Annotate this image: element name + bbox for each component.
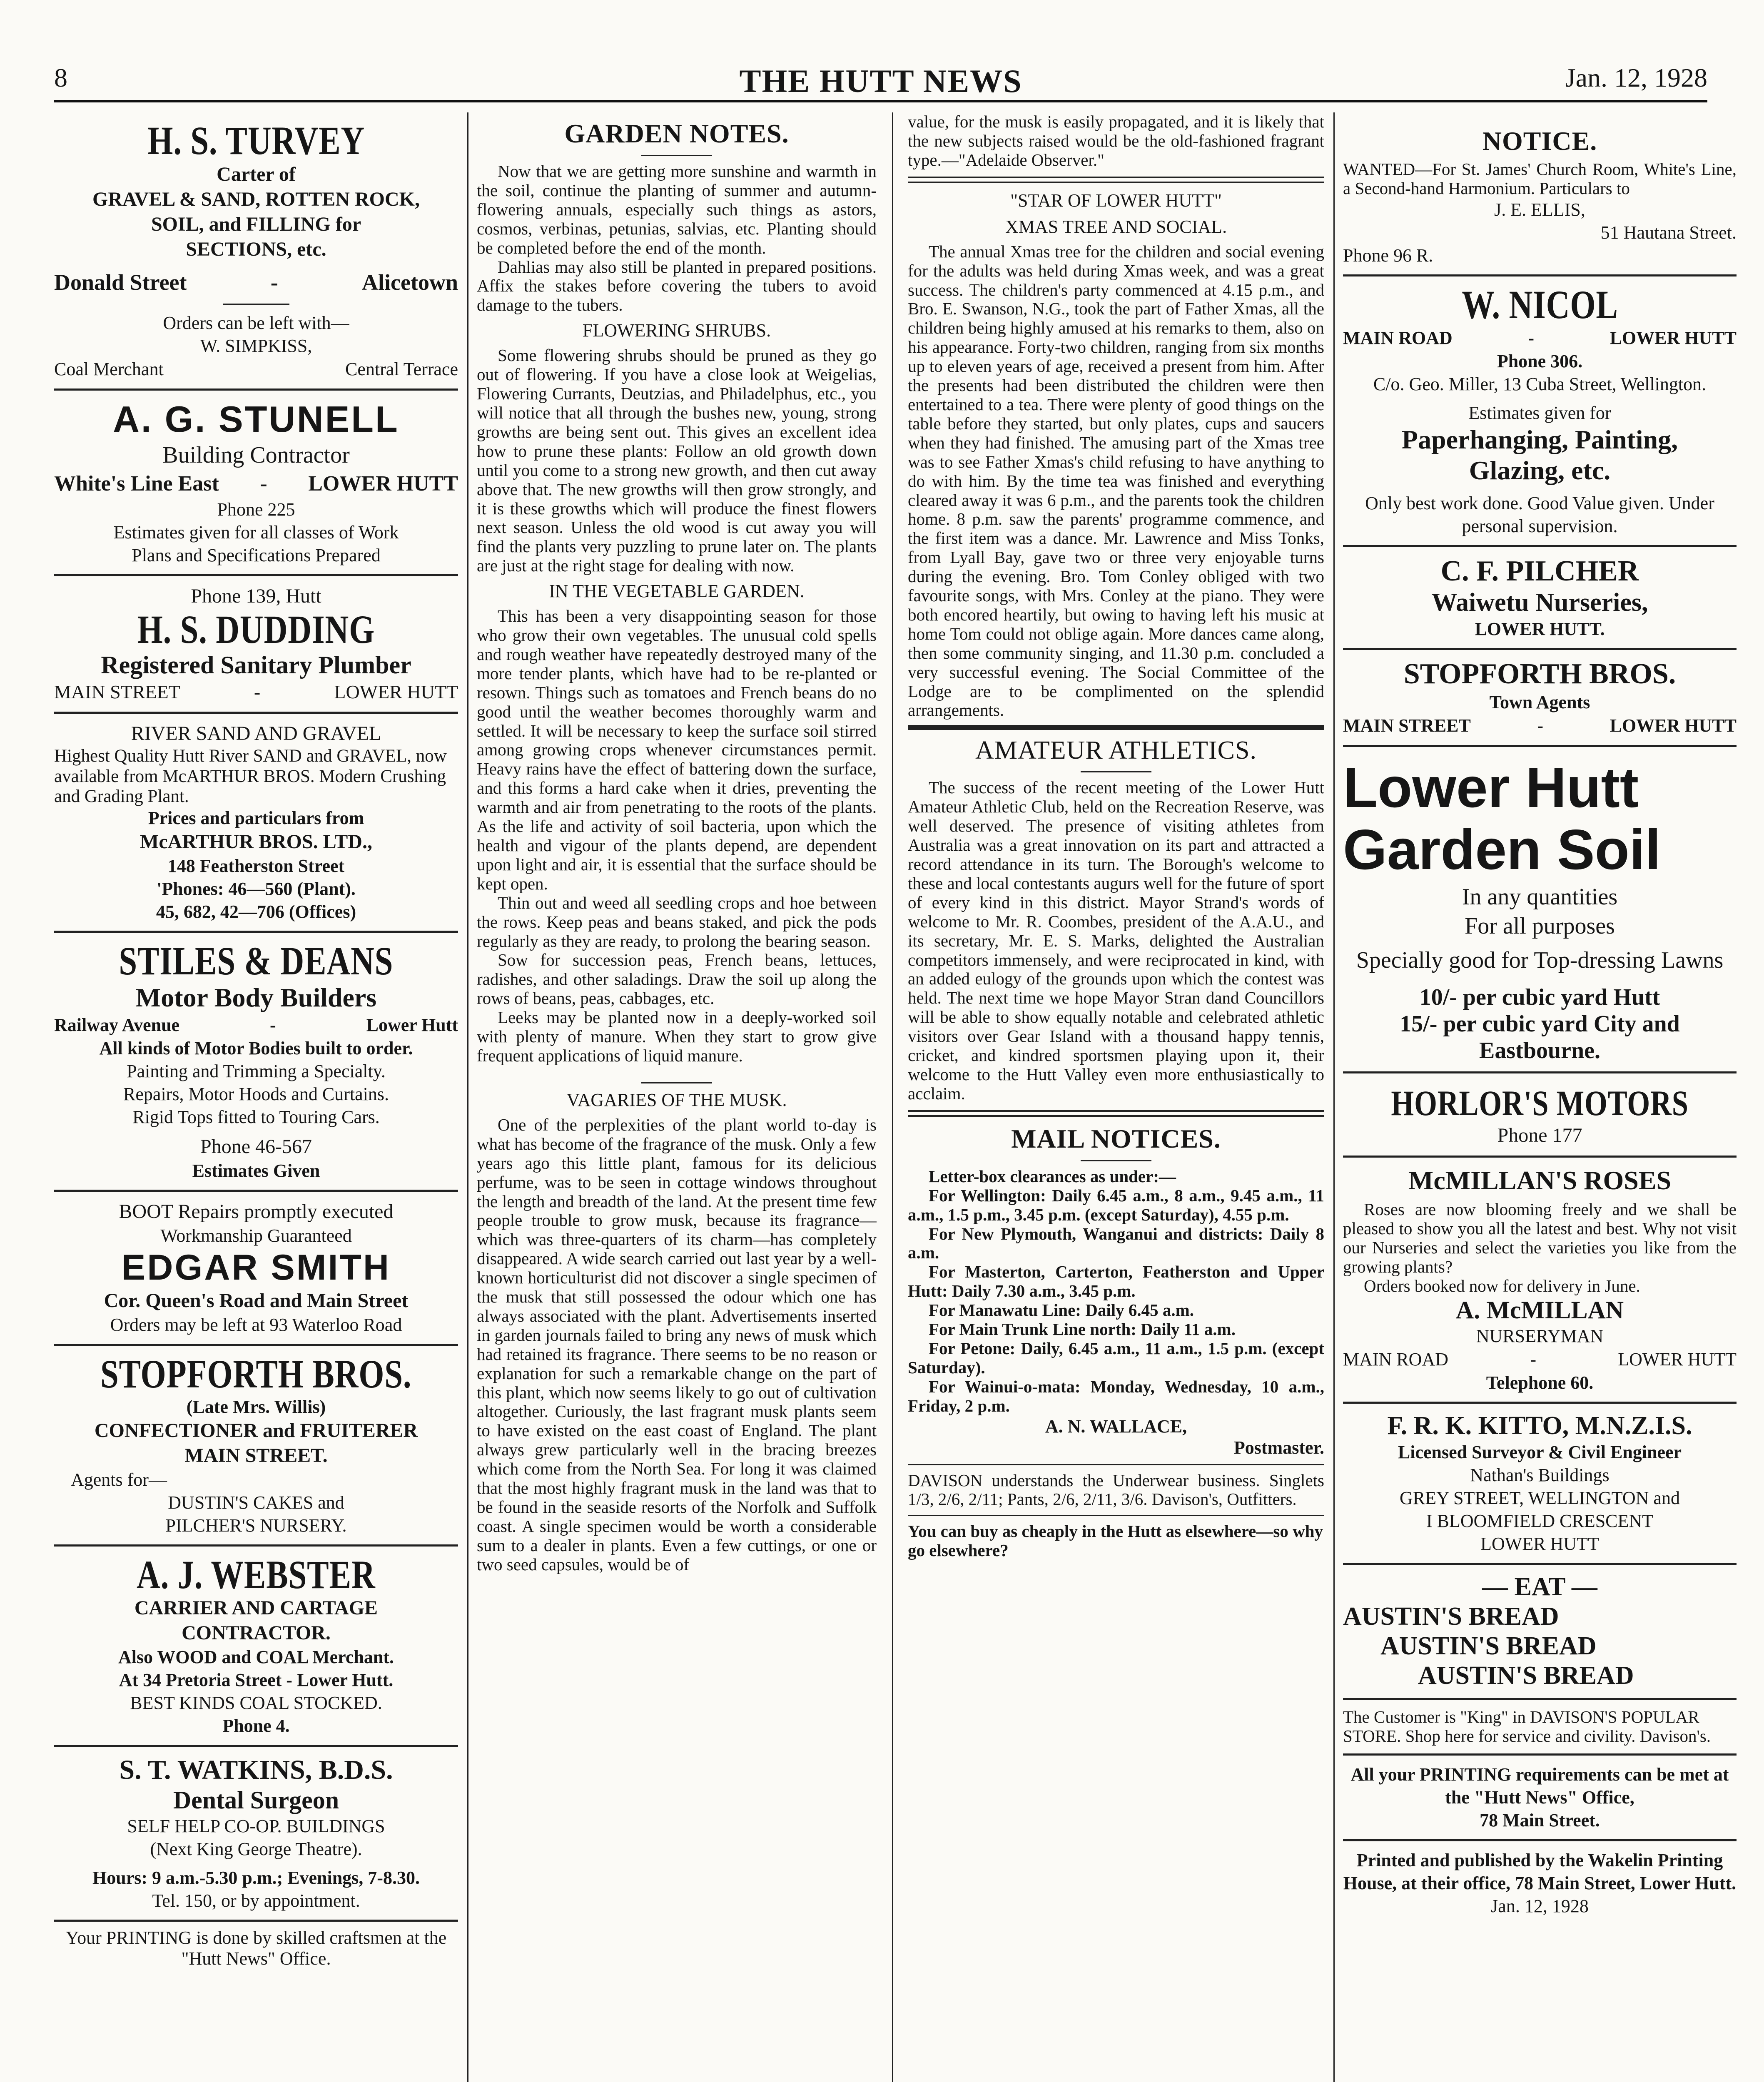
ad-line: All kinds of Motor Bodies built to order. xyxy=(99,1038,413,1058)
ad-line: MAIN STREET. xyxy=(184,1444,328,1467)
ad-body: The Customer is "King" in DAVISON'S POPULAR STORE. Shop here for service and civility. Davison's. xyxy=(1343,1707,1711,1746)
dudding-ad xyxy=(54,576,458,714)
paragraph: Some flowering shrubs should be pruned as they go out of flowering. If you have a close look at Weigelias, Flowering Currants, Deutzias, and Philadelphus, etc., you will notice that all through the bushes new, young, strong growths are being sent out. This gives an excellent idea how to prune these plants: Follow an old growth down until you come to a strong new growth, and then cut away above that. The new growths will then grow strongly, and it is these growths which will produce the finest flowers next season. Unless the old wood is cut away you will find the plants very puzzling to prune later on. The plants are just at the right stage for dealing with now. xyxy=(477,346,877,575)
river-sand-ad xyxy=(54,714,458,932)
garden-soil-ad xyxy=(1343,747,1737,1073)
paragraph: Sow for succession peas, French beans, lettuces, radishes, and other saladings. Draw the soil up along the rows of beans, peas, cabbages, etc. xyxy=(477,950,877,1008)
ad-line: Phone 4. xyxy=(222,1716,290,1736)
ad-line: Waiwetu Nurseries, xyxy=(1431,588,1648,617)
ad-line: Estimates Given xyxy=(192,1160,320,1181)
subheading: IN THE VEGETABLE GARDEN. xyxy=(549,581,805,602)
ad-name: STOPFORTH BROS. xyxy=(1403,657,1676,690)
ad-line: NURSERYMAN xyxy=(1476,1325,1604,1346)
ad-line: Dental Surgeon xyxy=(173,1786,339,1814)
double-rule xyxy=(908,177,1324,183)
town: LOWER HUTT xyxy=(1610,715,1737,736)
ad-line: C/o. Geo. Miller, 13 Cuba Street, Wellington. xyxy=(1373,374,1707,394)
column-3 xyxy=(908,112,1324,2082)
ad-line: SECTIONS, etc. xyxy=(186,238,326,260)
ad-line: — EAT — xyxy=(1482,1572,1597,1601)
paragraph: Orders booked now for delivery in June. xyxy=(1364,1276,1640,1295)
paragraph: For Masterton, Carterton, Featherston and Upper Hutt: Daily 7.30 a.m., 3.45 p.m. xyxy=(908,1262,1324,1301)
street: MAIN ROAD xyxy=(1343,327,1453,348)
street: MAIN STREET xyxy=(54,681,180,702)
ad-line: Only best work done. Good Value given. Under personal supervision. xyxy=(1365,493,1714,536)
ad-address xyxy=(54,680,458,705)
ad-line: For all purposes xyxy=(1465,913,1615,939)
paragraph: This has been a very disappointing season for those who grow their own vegetables. The unusual cold spells and rough weather have repeatedly destroyed many of the more tender plants, which have had to be re-planted or resown. Things such as tomatoes and French beans do no good until the weather becomes thoroughly warm and settled. It will be necessary to keep the surface soil stirred among growing crops whenever circumstances permit. Heavy rains have the effect of battering down the surface, and this forms a hard cake when it dries, preventing the warmth and air from penetrating to the roots of the plants. As the life and activity of soil bacteria, upon which the health and vigour of the plants depend, are dependent upon light and air, it is essential that the surface should be kept open. xyxy=(477,606,877,893)
ad-line: W. SIMPKISS, xyxy=(200,335,312,356)
ad-name: F. R. K. KITTO, M.N.Z.I.S. xyxy=(1387,1411,1692,1440)
ad-line: Hours: 9 a.m.-5.30 p.m.; Evenings, 7-8.30. xyxy=(92,1868,420,1888)
ad-agent xyxy=(54,357,458,381)
ad-line: All your PRINTING requirements can be met at the "Hutt News" Office, xyxy=(1350,1764,1729,1808)
agent-trade: Coal Merchant xyxy=(54,359,164,379)
ad-line: Painting and Trimming a Specialty. xyxy=(127,1061,386,1081)
ad-line: LOWER HUTT xyxy=(1480,1533,1599,1554)
star-lodge-subtitle: XMAS TREE AND SOCIAL. xyxy=(1005,216,1227,237)
ad-line: GREY STREET, WELLINGTON and xyxy=(1400,1487,1680,1508)
paragraph: Now that we are getting more sunshine and warmth in the soil, continue the planting of summer and autumn-flowering annuals, especially such things as astors, cosmos, verbinas, petunias, salvias, etc. Planting should be completed before the end of the month. xyxy=(477,162,877,257)
ad-line: Licensed Surveyor & Civil Engineer xyxy=(1398,1442,1682,1462)
ad-line: McARTHUR BROS. LTD., xyxy=(140,830,372,853)
ad-line: Estimates given for xyxy=(1468,402,1611,423)
paragraph: Letter-box clearances as under:— xyxy=(929,1166,1176,1186)
horlor-ad xyxy=(1343,1073,1737,1158)
ad-name: A. J. WEBSTER xyxy=(137,1552,376,1597)
ad-line: I BLOOMFIELD CRESCENT xyxy=(1426,1510,1654,1531)
ad-address xyxy=(1343,714,1737,737)
signature-name: A. N. WALLACE, xyxy=(1045,1416,1187,1437)
town: LOWER HUTT xyxy=(308,472,458,496)
ad-address xyxy=(54,268,458,297)
ad-line: Estimates given for all classes of Work xyxy=(113,522,399,543)
imprint-date: Jan. 12, 1928 xyxy=(1491,1895,1589,1916)
masthead-rule xyxy=(54,100,1707,102)
ad-line: In any quantities xyxy=(1462,884,1618,910)
ad-line: BOOT Repairs promptly executed xyxy=(119,1200,394,1223)
watkins-ad xyxy=(54,1747,458,1922)
ad-line: Building Contractor xyxy=(162,442,350,468)
subheading: FLOWERING SHRUBS. xyxy=(582,320,771,341)
ad-line: 78 Main Street. xyxy=(1480,1810,1600,1830)
column-divider xyxy=(1333,112,1335,2082)
ad-line: A. McMILLAN xyxy=(1455,1296,1624,1324)
ad-line: CARRIER AND CARTAGE xyxy=(134,1597,378,1619)
ad-line: Cor. Queen's Road and Main Street xyxy=(104,1289,409,1312)
printing-ad xyxy=(1343,1756,1737,1841)
column-1 xyxy=(54,112,458,2082)
ad-line: Paperhanging, Painting, xyxy=(1401,424,1678,454)
ad-line: Town Agents xyxy=(1489,692,1590,712)
ad-headline: Lower Hutt xyxy=(1343,755,1639,819)
mcmillan-roses-ad xyxy=(1343,1158,1737,1404)
ad-name: STOPFORTH BROS. xyxy=(100,1351,412,1396)
paragraph: The annual Xmas tree for the children and social evening for the adults was held during Xmas week, and was a great success. The children's party commenced at 4.15 p.m., and Bro. E. Swanson, N.G., took the part of Father Xmas, all the children being highly amused at his remarks to them, also on his appearance. Forty-two children, ranging from six months up to eleven years of age, received a present from him. After the presents had been distributed the children were then entertained to a tea. There were plenty of good things on the table before they started, but only plates, cups and saucers when they had finished. The amusing part of the Xmas tree was to see Father Xmas's child refusing to have anything to do with him. By the time tea was finished and everything cleared away it was 6 p.m., and the parents took the children home. 8 p.m. saw the parents' programme commence, and the first item was a dance. Mr. Lawrence and Miss Tonks, from Lyall Bay, gave two or three very enjoyable turns during the evening. Bro. Tom Conley obliged with two favourite songs, with Mrs. Conley at the piano. They were both encored heartily, but owing to having left his music at home Tom could not oblige again. More dances came along, then some community singing, and 11.30 p.m. concluded a very successful evening. The Social Committee of the Lodge are to be complimented on the splendid arrangements. xyxy=(908,242,1324,720)
austins-bread-ad xyxy=(1343,1565,1737,1700)
ad-name: AUSTIN'S BREAD xyxy=(1380,1631,1597,1660)
paragraph: For Petone: Daily, 6.45 a.m., 11 a.m., 1.5 p.m. (except Saturday). xyxy=(908,1338,1324,1377)
column-2 xyxy=(477,112,877,2082)
ad-line: Orders may be left at 93 Waterloo Road xyxy=(110,1314,402,1335)
ad-line: Specially good for Top-dressing Lawns xyxy=(1356,947,1724,974)
paragraph: Roses are now blooming freely and we shall be pleased to show you all the latest and best. Why not visit our Nurseries and select the varieties you like from the growing plants? xyxy=(1343,1200,1737,1276)
pilcher-ad xyxy=(1343,547,1737,650)
ad-line: BEST KINDS COAL STOCKED. xyxy=(130,1693,382,1713)
ad-line: Phone 177 xyxy=(1497,1124,1582,1147)
ad-name: EDGAR SMITH xyxy=(122,1247,391,1288)
kitto-ad xyxy=(1343,1404,1737,1565)
paragraph: Thin out and weed all seedling crops and hoe between the rows. Keep peas and beans staked, and pick the pods regularly as they are ready, to prolong the bearing season. xyxy=(477,893,877,951)
garden-notes-title: GARDEN NOTES. xyxy=(564,119,789,148)
paragraph: One of the perplexities of the plant world to-day is what has become of the fragrance of the musk. Only a few years ago this little plant, famous for its delicious perfume, was to be seen in cottage windows throughout the length and breadth of the land. At the present time few people trouble to grow musk, because its fragrance—which was three-quarters of its charm—has completely disappeared. A wide search carried out last year by a well-known horticulturist did not discover a single specimen of the musk that still possessed the odour which one has always associated with the plant. Advertisements inserted in garden journals failed to bring any news of musk which had retained its fragrance. There seems to be no reason or explanation for such a remarkable change on the part of this plant, which now seems likely to go out of cultivation altogether. Curiously, the last fragrant musk plants seem to have existed on the east coast of England. The plant always grew particularly well in the bracing breezes which come from the North Sea. For long it was claimed that the most highly fragrant musk in the land was that to be found in the seaside resorts of the Norfolk and Suffolk coast. A single specimen would be worth a considerable sum to a dealer in plants. Even a few cuttings, or one or two seed capsules, would be of xyxy=(477,1115,877,1574)
ad-name: A. G. STUNELL xyxy=(113,398,399,440)
ad-price: 10/- per cubic yard Hutt xyxy=(1419,984,1660,1011)
ad-name: McMILLAN'S ROSES xyxy=(1408,1166,1672,1195)
paragraph: For Wellington: Daily 6.45 a.m., 8 a.m., 9.45 a.m., 11 a.m., 1.5 p.m., 3.45 p.m. (except Saturday), 4.55 p.m. xyxy=(908,1185,1324,1224)
dash: - xyxy=(1528,327,1535,348)
ad-line: 51 Hautana Street. xyxy=(1600,222,1737,243)
dash: - xyxy=(254,681,261,702)
turvey-ad xyxy=(54,112,458,391)
ad-line: SOIL, and FILLING for xyxy=(151,213,361,235)
nicol-ad xyxy=(1343,276,1737,547)
davison-king-ad xyxy=(1343,1700,1737,1756)
signature-title: Postmaster. xyxy=(1233,1437,1324,1458)
column-divider xyxy=(892,112,893,2082)
ad-line: Prices and particulars from xyxy=(148,807,364,828)
ad-name: H. S. TURVEY xyxy=(147,118,365,163)
newspaper-title: THE HUTT NEWS xyxy=(739,63,1022,99)
stopforth-confectioner-ad xyxy=(54,1346,458,1547)
ad-line: Phone 96 R. xyxy=(1343,245,1433,266)
garden-notes-body xyxy=(477,162,877,315)
printing-notice: Your PRINTING is done by skilled craftsmen at the "Hutt News" Office. xyxy=(65,1928,447,1969)
ad-line: Phone 225 xyxy=(217,499,295,520)
ad-name: HORLOR'S MOTORS xyxy=(1391,1083,1689,1123)
paragraph: Dahlias may also still be planted in prepared positions. Affix the stakes before covering the tubers to avoid damage to the tubers. xyxy=(477,257,877,315)
webster-ad xyxy=(54,1547,458,1747)
dash: - xyxy=(1537,715,1544,736)
ad-line: Agents for— xyxy=(71,1469,167,1490)
paragraph: For Manawatu Line: Daily 6.45 a.m. xyxy=(929,1300,1194,1320)
ad-line: CONFECTIONER and FRUITERER xyxy=(94,1419,418,1442)
dash: - xyxy=(260,472,267,496)
stiles-deans-ad xyxy=(54,933,458,1192)
ad-line: J. E. ELLIS, xyxy=(1494,199,1585,220)
town: LOWER HUTT xyxy=(1618,1349,1737,1370)
ad-body: Highest Quality Hutt River SAND and GRAVEL, now available from McARTHUR BROS. Modern Crushing and Grading Plant. xyxy=(54,746,447,806)
shop-local-notice: You can buy as cheaply in the Hutt as elsewhere—so why go elsewhere? xyxy=(908,1522,1323,1560)
ad-line: Registered Sanitary Plumber xyxy=(101,651,411,679)
imprint xyxy=(1343,1841,1737,1925)
notice-title: NOTICE. xyxy=(1482,126,1597,156)
musk-continuation: value, for the musk is easily propagated, and it is likely that the new subjects raised would be the old-fashioned fragrant type.—"Adelaide Observer." xyxy=(908,112,1324,169)
ad-line: Telephone 60. xyxy=(1486,1372,1594,1393)
ad-line: Repairs, Motor Hoods and Curtains. xyxy=(123,1083,389,1104)
ad-line: PILCHER'S NURSERY. xyxy=(165,1515,347,1536)
column-4 xyxy=(1343,112,1737,2082)
edgar-smith-ad xyxy=(54,1192,458,1346)
ad-line: LOWER HUTT. xyxy=(1475,618,1605,639)
ad-line: (Late Mrs. Willis) xyxy=(186,1396,326,1417)
ad-name: AUSTIN'S BREAD xyxy=(1343,1602,1559,1631)
ad-line: Also WOOD and COAL Merchant. xyxy=(118,1647,394,1668)
ad-line: Glazing, etc. xyxy=(1469,455,1611,485)
ad-line: 45, 682, 42—706 (Offices) xyxy=(156,901,356,922)
paragraph: For Main Trunk Line north: Daily 11 a.m. xyxy=(929,1320,1236,1339)
street: White's Line East xyxy=(54,472,219,496)
ad-line: Orders can be left with— xyxy=(163,312,349,333)
ad-name: STILES & DEANS xyxy=(119,938,394,983)
separator xyxy=(1081,771,1151,772)
ad-name: H. S. DUDDING xyxy=(137,607,375,652)
street: MAIN ROAD xyxy=(1343,1349,1448,1370)
town: LOWER HUTT xyxy=(334,681,458,702)
notice-body: WANTED—For St. James' Church Room, White's Line, a Second-hand Harmonium. Particulars to xyxy=(1343,159,1737,198)
ad-line: 148 Featherston Street xyxy=(167,855,345,876)
masthead xyxy=(54,62,1707,112)
street: Donald Street xyxy=(54,269,187,295)
town: LOWER HUTT xyxy=(1610,327,1737,348)
ad-line: Nathan's Buildings xyxy=(1470,1464,1610,1485)
street: MAIN STREET xyxy=(1343,715,1471,736)
double-rule xyxy=(908,1110,1324,1117)
ad-line: SELF HELP CO-OP. BUILDINGS xyxy=(127,1816,385,1837)
stunell-ad xyxy=(54,391,458,576)
paragraph: For Wainui-o-mata: Monday, Wednesday, 10 a.m., Friday, 2 p.m. xyxy=(908,1377,1324,1415)
athletics-title: AMATEUR ATHLETICS. xyxy=(975,736,1257,765)
column-divider xyxy=(467,112,468,2082)
heavy-rule xyxy=(908,725,1324,730)
street: Railway Avenue xyxy=(54,1014,180,1035)
issue-date: Jan. 12, 1928 xyxy=(1565,63,1707,92)
davison-notice: DAVISON understands the Underwear business. Singlets 1/3, 2/6, 2/11; Pants, 2/6, 2/11, 3/6. Davison's, Outfitters. xyxy=(908,1470,1324,1509)
ad-title: RIVER SAND AND GRAVEL xyxy=(131,722,381,745)
ad-line: Tel. 150, or by appointment. xyxy=(152,1890,360,1911)
ad-name: S. T. WATKINS, B.D.S. xyxy=(119,1755,393,1786)
star-lodge-title: "STAR OF LOWER HUTT" xyxy=(1010,190,1222,211)
agent-place: Central Terrace xyxy=(345,359,458,379)
ad-line: CONTRACTOR. xyxy=(182,1622,331,1644)
ad-address xyxy=(1343,1347,1737,1371)
dash: - xyxy=(270,269,278,295)
notice-ad xyxy=(1343,112,1737,276)
ad-line: DUSTIN'S CAKES and xyxy=(168,1492,344,1513)
mail-notices-title: MAIL NOTICES. xyxy=(1011,1123,1221,1153)
separator xyxy=(1081,1160,1151,1161)
separator xyxy=(641,155,712,156)
ad-name: C. F. PILCHER xyxy=(1440,555,1639,587)
ad-name: W. NICOL xyxy=(1461,282,1618,327)
ad-line: Workmanship Guaranteed xyxy=(160,1225,352,1246)
ad-line: Plans and Specifications Prepared xyxy=(132,545,381,565)
ad-line: Phone 46-567 xyxy=(200,1135,312,1158)
dash: - xyxy=(1530,1349,1536,1370)
paragraph: For New Plymouth, Wanganui and districts: Daily 8 a.m. xyxy=(908,1224,1324,1263)
ad-line: Phone 306. xyxy=(1497,351,1583,371)
ad-headline: Garden Soil xyxy=(1343,817,1661,881)
ad-line: GRAVEL & SAND, ROTTEN ROCK, xyxy=(92,188,420,210)
stopforth-agents-ad xyxy=(1343,650,1737,747)
subheading: VAGARIES OF THE MUSK. xyxy=(566,1089,787,1110)
ad-price: 15/- per cubic yard City and Eastbourne. xyxy=(1400,1011,1680,1064)
ad-name: AUSTIN'S BREAD xyxy=(1418,1661,1634,1690)
paragraph: The success of the recent meeting of the Lower Hutt Amateur Athletic Club, held on the Recreation Reserve, was well deserved. The presence of visiting athletes from Australia was a great innovation on its part and attracted a record attendance in its turn. The Borough's welcome to these and local contestants augurs well for the future of sport of every kind in this district. Mayor Strand's words of welcome to Mr. R. Coombes, president of the A.A.U., and its secretary, Mr. E. S. Marks, delighted the Australian competitors immensely, and were reciprocated in kind, with an added eulogy of the grounds upon which the contest was held. The next time we hope Mayor Stran dand Councillors will be able to show equally notable and celebrated athletic visitors over Gear Island with a thousand happy tennis, cricket, and kindred sportsmen playing upon it, their welcome to the Hutt Valley even more enthusiastically to acclaim. xyxy=(908,778,1324,1103)
ad-line: 'Phones: 46—560 (Plant). xyxy=(157,878,356,899)
ad-line: Rigid Tops fitted to Touring Cars. xyxy=(132,1106,380,1127)
ad-line: Carter of xyxy=(217,163,296,185)
ad-address xyxy=(1343,326,1737,350)
ad-line: Phone 139, Hutt xyxy=(191,585,321,607)
dash: - xyxy=(270,1014,276,1035)
ad-address xyxy=(54,1013,458,1037)
paragraph: Leeks may be planted now in a deeply-worked soil with plenty of manure. When they start to grow give frequent applications of liquid manure. xyxy=(477,1008,877,1065)
town: Lower Hutt xyxy=(366,1014,458,1035)
page-number: 8 xyxy=(54,63,67,92)
ad-line: At 34 Pretoria Street - Lower Hutt. xyxy=(119,1670,394,1691)
separator xyxy=(641,1082,712,1083)
ad-address xyxy=(54,470,458,498)
ad-line: Motor Body Builders xyxy=(135,982,377,1012)
town: Alicetown xyxy=(362,269,458,295)
imprint-text: Printed and published by the Wakelin Printing House, at their office, 78 Main Street, Lower Hutt. xyxy=(1343,1850,1737,1893)
separator xyxy=(223,304,289,305)
ad-line: (Next King George Theatre). xyxy=(150,1839,362,1860)
